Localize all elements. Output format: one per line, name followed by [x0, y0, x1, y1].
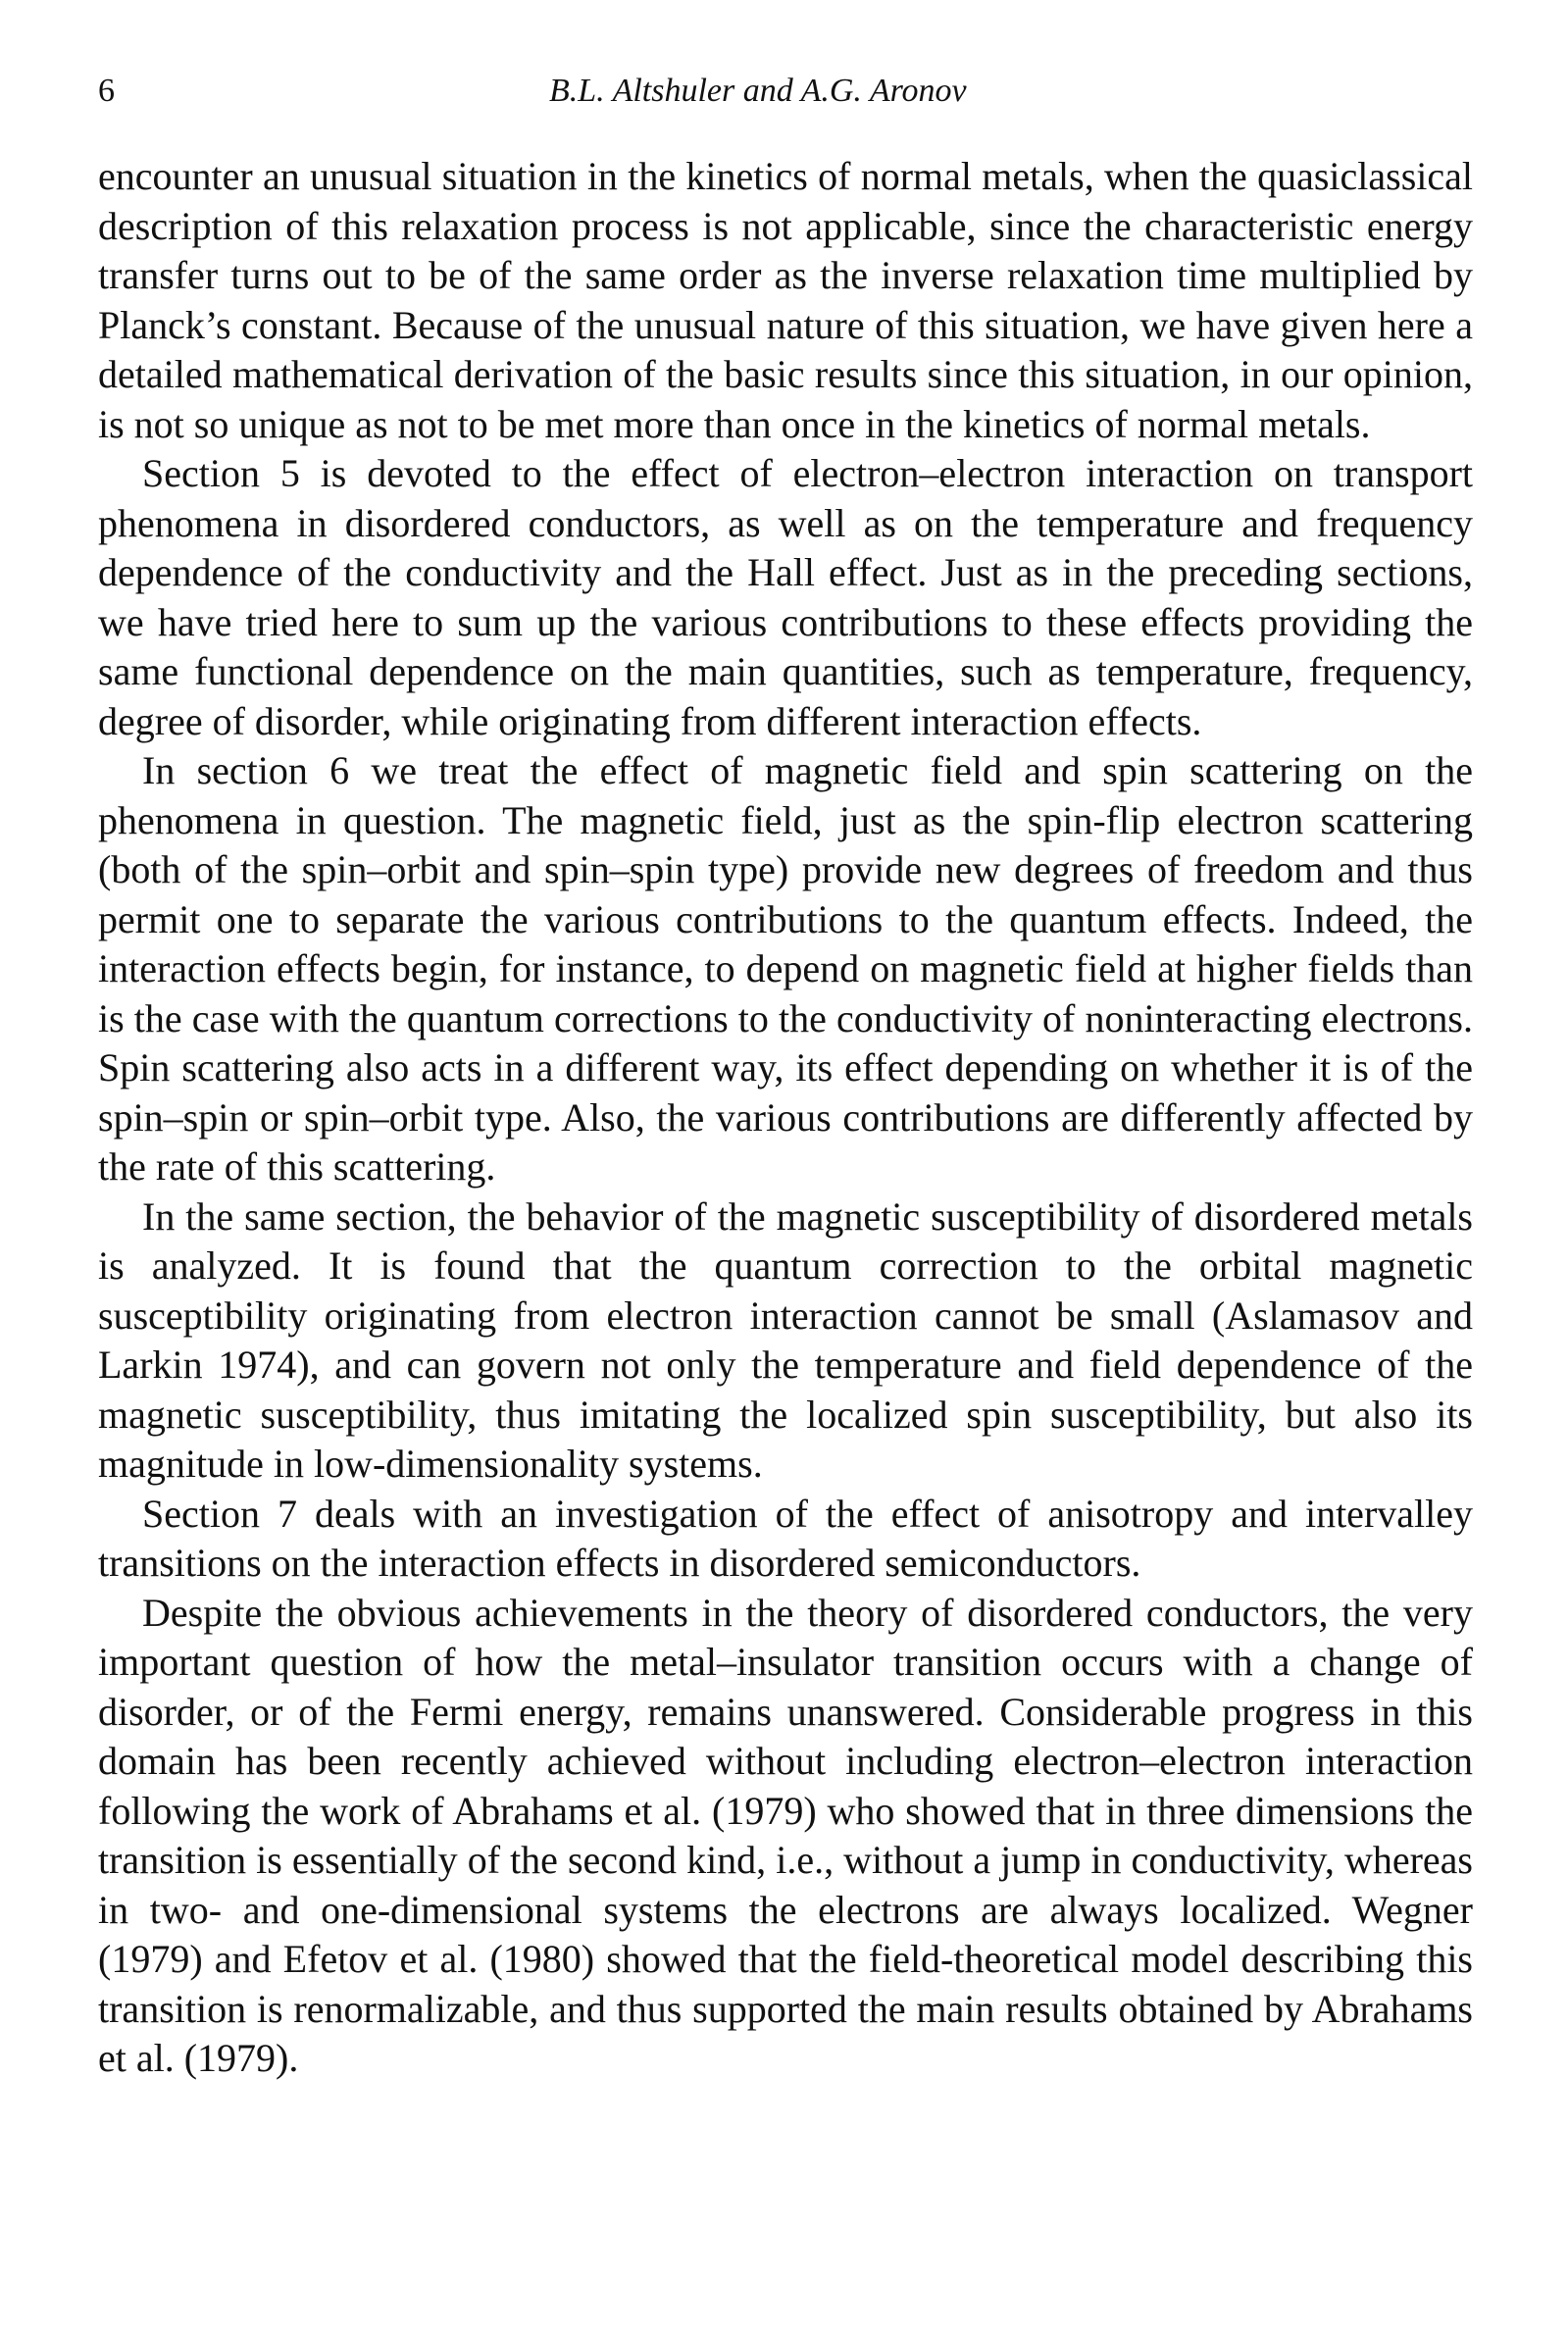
- paragraph-section-6: In section 6 we treat the effect of magnetic field and spin scattering on the phenomena in question. The magnetic field, just as the spin-flip electron scattering (both of the spin–orbit and spin–spin type) provide new degrees of freedom and thus permit one to separate the various contributions to the quantum effects. Indeed, the interaction effects begin, for instance, to depend on magnetic field at higher fields than is the case with the quantum corrections to the conductivity of noninteracting electrons. Spin scattering also acts in a different way, its effect depending on whether it is of the spin–spin or spin–orbit type. Also, the various contributions are differently affected by the rate of this scattering.: [98, 748, 1473, 1189]
- paragraph-section-5: Section 5 is devoted to the effect of electron–electron interaction on transport phenomena in disordered conductors, as well as on the temperature and frequency dependence of the conductivity and the Hall effect. Just as in the preceding sections, we have tried here to sum up the various contributions to these effects providing the same functional dependence on the main quantities, such as temperature, frequency, degree of disorder, while originating from different interaction effects.: [98, 451, 1473, 743]
- body-text: [98, 152, 1473, 2084]
- paragraph-continuation: encounter an unusual situation in the kinetics of normal metals, when the quasiclassical description of this relaxation process is not applicable, since the characteristic energy transfer turns out to be of the same order as the inverse relaxation time multiplied by Planck’s constant. Because of the unusual nature of this situation, we have given here a detailed mathematical derivation of the basic results since this situation, in our opinion, is not so unique as not to be met more than once in the kinetics of normal metals.: [98, 154, 1473, 446]
- header-authors: B.L. Altshuler and A.G. Aronov: [549, 73, 967, 109]
- paragraph-section-7: Section 7 deals with an investigation of the effect of anisotropy and intervalley transitions on the interaction effects in disordered semiconductors.: [98, 1491, 1473, 1585]
- page-number: 6: [98, 73, 115, 109]
- paragraph-metal-insulator-transition: Despite the obvious achievements in the theory of disordered conductors, the very important question of how the metal–insulator transition occurs with a change of disorder, or of the Fermi energy, remains unanswered. Considerable progress in this domain has been recently achieved without including electron–electron interaction following the work of Abrahams et al. (1979) who showed that in three dimensions the transition is essentially of the second kind, i.e., without a jump in conductivity, whereas in two- and one-dimensional systems the electrons are always localized. Wegner (1979) and Efetov et al. (1980) showed that the field-theoretical model describing this transition is renormalizable, and thus supported the main results obtained by Abrahams et al. (1979).: [98, 1590, 1473, 2080]
- paragraph-magnetic-susceptibility: In the same section, the behavior of the magnetic susceptibility of disordered metals is analyzed. It is found that the quantum correction to the orbital magnetic susceptibility originating from electron interaction cannot be small (Aslamasov and Larkin 1974), and can govern not only the temperature and field dependence of the magnetic susceptibility, thus imitating the localized spin susceptibility, but also its magnitude in low-dimensionality systems.: [98, 1193, 1473, 1486]
- running-head: [98, 67, 1471, 116]
